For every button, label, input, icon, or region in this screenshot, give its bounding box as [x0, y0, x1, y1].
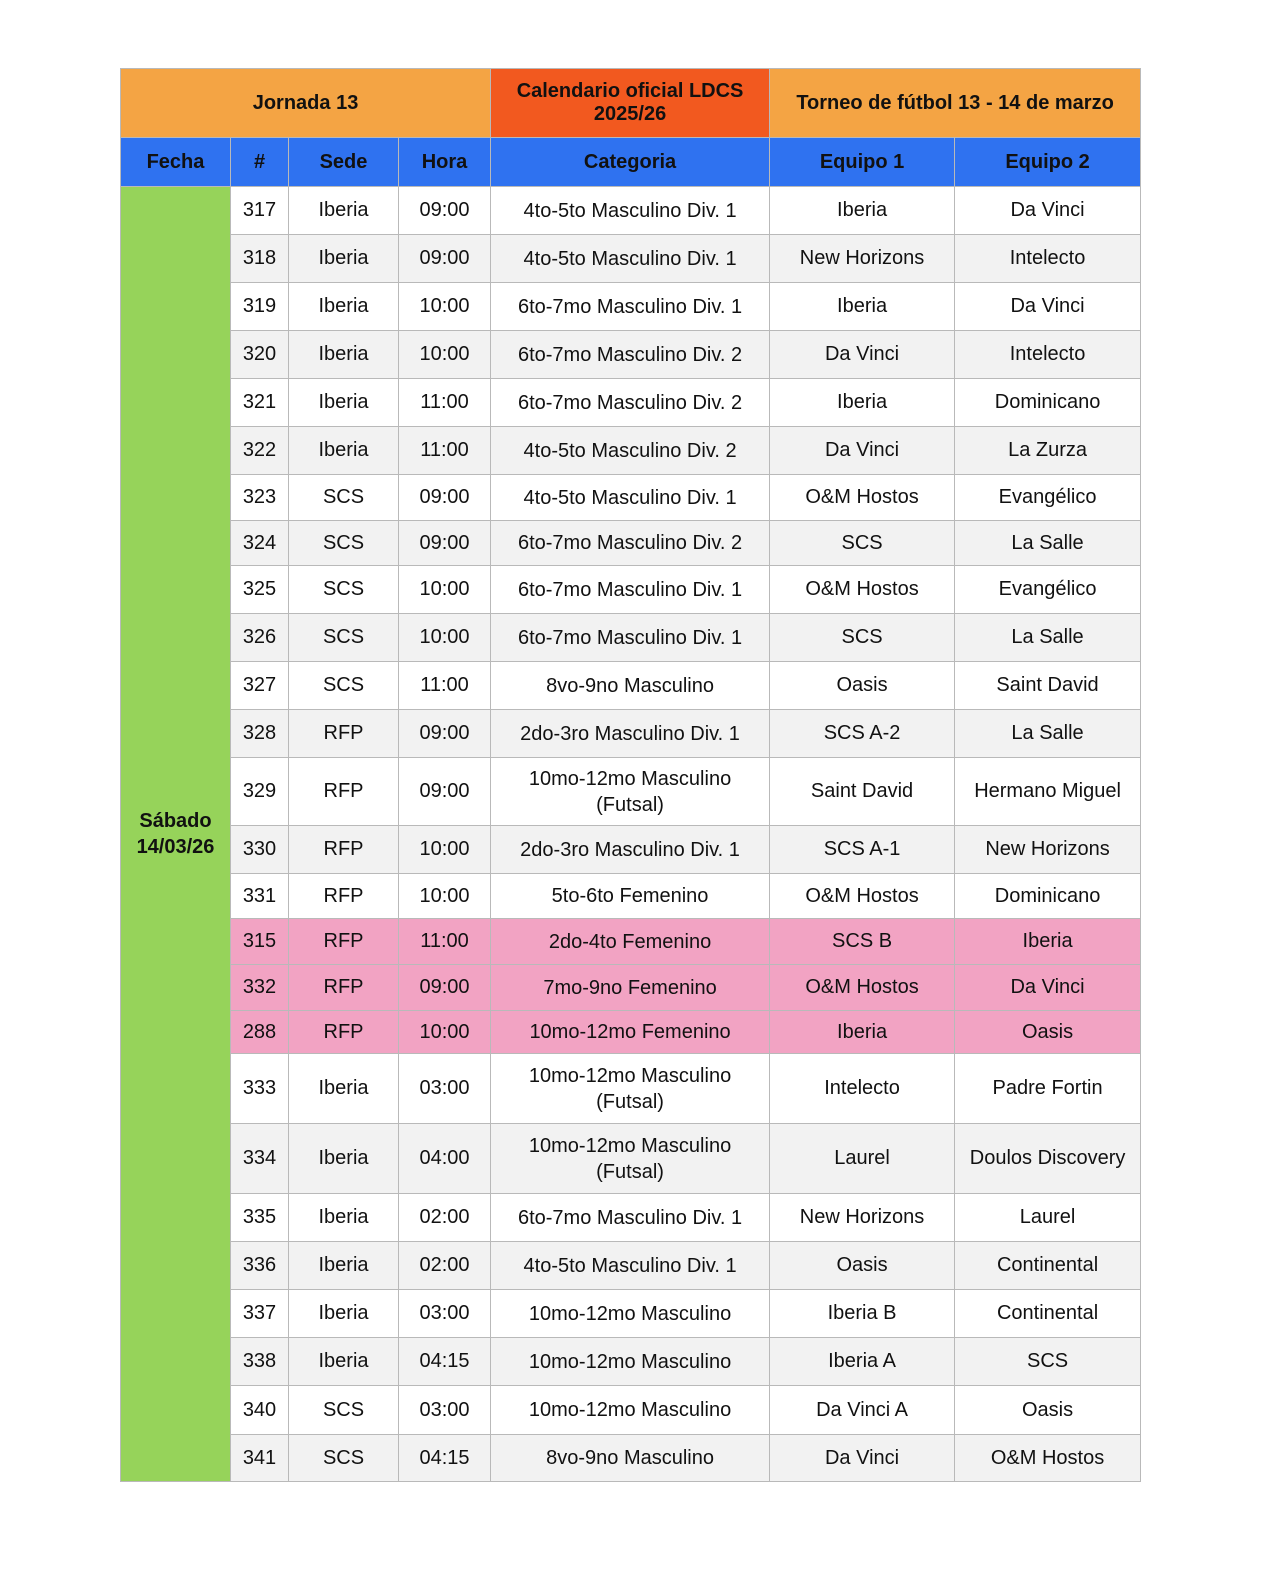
table-row — [121, 521, 1141, 566]
match-number: 288 — [231, 1011, 289, 1054]
category-cell — [491, 662, 770, 710]
time-cell: 04:15 — [399, 1338, 491, 1386]
time-cell: 03:00 — [399, 1054, 491, 1124]
category-line1: 8vo-9no Masculino — [546, 1447, 714, 1469]
time-cell: 10:00 — [399, 614, 491, 662]
team2-cell: La Zurza — [955, 427, 1141, 475]
time-cell: 09:00 — [399, 235, 491, 283]
match-number: 326 — [231, 614, 289, 662]
team1-cell: Da Vinci — [770, 427, 955, 475]
team2-cell: Intelecto — [955, 331, 1141, 379]
category-cell — [491, 1194, 770, 1242]
category-line1: 10mo-12mo Femenino — [529, 1021, 731, 1043]
team2-cell: Evangélico — [955, 475, 1141, 521]
venue-cell: Iberia — [289, 1124, 399, 1194]
match-number: 322 — [231, 427, 289, 475]
category-line1: 2do-3ro Masculino Div. 1 — [520, 722, 740, 745]
time-cell: 11:00 — [399, 919, 491, 965]
category-cell — [491, 1011, 770, 1054]
team2-cell: Iberia — [955, 919, 1141, 965]
category-line1: 10mo-12mo Masculino — [528, 1399, 732, 1421]
title-row — [121, 69, 1141, 138]
category-cell — [491, 1242, 770, 1290]
team1-cell: New Horizons — [770, 1194, 955, 1242]
category-cell — [491, 1386, 770, 1435]
team1-cell: Iberia B — [770, 1290, 955, 1338]
match-number: 327 — [231, 662, 289, 710]
category-line1: 4to-5to Masculino Div. 1 — [523, 1254, 737, 1277]
match-number: 334 — [231, 1124, 289, 1194]
venue-cell: Iberia — [289, 1054, 399, 1124]
header-row — [121, 138, 1141, 187]
table-row — [121, 874, 1141, 919]
time-cell: 10:00 — [399, 283, 491, 331]
venue-cell: SCS — [289, 1386, 399, 1435]
match-number: 340 — [231, 1386, 289, 1435]
category-line1: 6to-7mo Masculino Div. 1 — [517, 295, 743, 318]
category-cell — [491, 1124, 770, 1194]
time-cell: 09:00 — [399, 187, 491, 235]
match-number: 332 — [231, 965, 289, 1011]
team1-cell: Iberia — [770, 187, 955, 235]
table-row — [121, 1194, 1141, 1242]
header-hora: Hora — [399, 138, 491, 187]
table-row — [121, 475, 1141, 521]
table-row — [121, 1386, 1141, 1435]
category-line1: 2do-4to Femenino — [548, 930, 712, 953]
time-cell: 10:00 — [399, 566, 491, 614]
table-row — [121, 614, 1141, 662]
table-row — [121, 826, 1141, 874]
match-number: 336 — [231, 1242, 289, 1290]
category-cell — [491, 283, 770, 331]
team2-cell: SCS — [955, 1338, 1141, 1386]
time-cell: 10:00 — [399, 1011, 491, 1054]
team1-cell: SCS — [770, 521, 955, 566]
table-row — [121, 187, 1141, 235]
category-line1: 6to-7mo Masculino Div. 2 — [517, 532, 743, 554]
venue-cell: RFP — [289, 874, 399, 919]
category-line1: 10mo-12mo Masculino — [528, 1350, 732, 1373]
team1-cell: O&M Hostos — [770, 475, 955, 521]
team1-cell: O&M Hostos — [770, 566, 955, 614]
venue-cell: Iberia — [289, 427, 399, 475]
match-number: 317 — [231, 187, 289, 235]
table-row — [121, 662, 1141, 710]
match-number: 319 — [231, 283, 289, 331]
team1-cell: Iberia — [770, 1011, 955, 1054]
table-row — [121, 331, 1141, 379]
category-cell — [491, 614, 770, 662]
team2-cell: Saint David — [955, 662, 1141, 710]
team1-cell: Oasis — [770, 662, 955, 710]
table-row — [121, 427, 1141, 475]
team1-cell: New Horizons — [770, 235, 955, 283]
category-line2: (Futsal) — [596, 1090, 664, 1113]
venue-cell: Iberia — [289, 283, 399, 331]
venue-cell: SCS — [289, 475, 399, 521]
table-row — [121, 1338, 1141, 1386]
table-row — [121, 283, 1141, 331]
calendar-title — [491, 69, 770, 138]
team2-cell: Laurel — [955, 1194, 1141, 1242]
table-row — [121, 1124, 1141, 1194]
date-day: Sábado — [139, 810, 212, 832]
header-equipo2: Equipo 2 — [955, 138, 1141, 187]
category-cell — [491, 521, 770, 566]
header-equipo1: Equipo 1 — [770, 138, 955, 187]
category-line1: 10mo-12mo Masculino — [528, 1134, 732, 1157]
venue-cell: Iberia — [289, 1338, 399, 1386]
table-row — [121, 1290, 1141, 1338]
team2-cell: Oasis — [955, 1011, 1141, 1054]
team1-cell: Da Vinci — [770, 331, 955, 379]
match-number: 318 — [231, 235, 289, 283]
team1-cell: Iberia — [770, 283, 955, 331]
category-cell — [491, 826, 770, 874]
category-cell — [491, 566, 770, 614]
match-number: 335 — [231, 1194, 289, 1242]
schedule-table — [120, 68, 1141, 1482]
table-row — [121, 1011, 1141, 1054]
category-line1: 5to-6to Femenino — [551, 885, 709, 907]
category-line1: 4to-5to Masculino Div. 2 — [523, 439, 737, 462]
time-cell: 03:00 — [399, 1290, 491, 1338]
header-categoria: Categoria — [491, 138, 770, 187]
match-number: 328 — [231, 710, 289, 758]
category-line1: 2do-3ro Masculino Div. 1 — [520, 838, 740, 861]
category-line1: 6to-7mo Masculino Div. 1 — [517, 1206, 743, 1229]
team1-cell: Saint David — [770, 758, 955, 826]
calendar-title-line1: Calendario oficial LDCS — [516, 80, 744, 102]
category-cell — [491, 235, 770, 283]
match-number: 323 — [231, 475, 289, 521]
table-row — [121, 965, 1141, 1011]
table-row — [121, 379, 1141, 427]
category-line1: 6to-7mo Masculino Div. 2 — [517, 343, 743, 366]
time-cell: 02:00 — [399, 1194, 491, 1242]
team2-cell: Doulos Discovery — [955, 1124, 1141, 1194]
table-row — [121, 1435, 1141, 1482]
category-cell — [491, 1435, 770, 1482]
table-row — [121, 919, 1141, 965]
category-line2: (Futsal) — [596, 1160, 664, 1183]
venue-cell: SCS — [289, 662, 399, 710]
match-number: 321 — [231, 379, 289, 427]
venue-cell: RFP — [289, 919, 399, 965]
time-cell: 04:15 — [399, 1435, 491, 1482]
category-line1: 6to-7mo Masculino Div. 1 — [517, 578, 743, 601]
match-number: 330 — [231, 826, 289, 874]
venue-cell: RFP — [289, 710, 399, 758]
team2-cell: Dominicano — [955, 379, 1141, 427]
team2-cell: Intelecto — [955, 235, 1141, 283]
team2-cell: Oasis — [955, 1386, 1141, 1435]
match-number: 315 — [231, 919, 289, 965]
time-cell: 10:00 — [399, 826, 491, 874]
team1-cell: O&M Hostos — [770, 965, 955, 1011]
team2-cell: New Horizons — [955, 826, 1141, 874]
venue-cell: Iberia — [289, 1290, 399, 1338]
venue-cell: SCS — [289, 566, 399, 614]
team2-cell: Continental — [955, 1290, 1141, 1338]
team1-cell: O&M Hostos — [770, 874, 955, 919]
match-number: 341 — [231, 1435, 289, 1482]
header-fecha: Fecha — [121, 138, 231, 187]
category-line1: 10mo-12mo Masculino — [528, 1064, 732, 1087]
venue-cell: Iberia — [289, 1242, 399, 1290]
team2-cell: Da Vinci — [955, 283, 1141, 331]
venue-cell: RFP — [289, 965, 399, 1011]
time-cell: 02:00 — [399, 1242, 491, 1290]
match-number: 333 — [231, 1054, 289, 1124]
team2-cell: Evangélico — [955, 566, 1141, 614]
category-line1: 10mo-12mo Masculino — [528, 1302, 732, 1325]
team1-cell: Iberia — [770, 379, 955, 427]
table-row — [121, 1242, 1141, 1290]
category-line2: (Futsal) — [596, 793, 664, 816]
venue-cell: SCS — [289, 614, 399, 662]
match-number: 337 — [231, 1290, 289, 1338]
category-cell — [491, 187, 770, 235]
time-cell: 10:00 — [399, 874, 491, 919]
table-row — [121, 566, 1141, 614]
team2-cell: Continental — [955, 1242, 1141, 1290]
venue-cell: Iberia — [289, 1194, 399, 1242]
table-row — [121, 235, 1141, 283]
match-number: 338 — [231, 1338, 289, 1386]
category-cell — [491, 1054, 770, 1124]
jornada-title: Jornada 13 — [121, 69, 491, 138]
calendar-title-line2: 2025/26 — [593, 103, 667, 125]
team1-cell: Oasis — [770, 1242, 955, 1290]
match-number: 325 — [231, 566, 289, 614]
category-cell — [491, 758, 770, 826]
date-cell — [121, 187, 231, 1482]
time-cell: 09:00 — [399, 710, 491, 758]
time-cell: 09:00 — [399, 475, 491, 521]
category-line1: 4to-5to Masculino Div. 1 — [523, 486, 737, 509]
team1-cell: Intelecto — [770, 1054, 955, 1124]
category-cell — [491, 710, 770, 758]
team2-cell: La Salle — [955, 614, 1141, 662]
venue-cell: SCS — [289, 1435, 399, 1482]
category-line1: 8vo-9no Masculino — [546, 674, 714, 697]
category-line1: 6to-7mo Masculino Div. 1 — [517, 626, 743, 649]
team1-cell: Laurel — [770, 1124, 955, 1194]
table-row — [121, 758, 1141, 826]
team2-cell: Padre Fortin — [955, 1054, 1141, 1124]
team2-cell: Hermano Miguel — [955, 758, 1141, 826]
venue-cell: RFP — [289, 826, 399, 874]
venue-cell: Iberia — [289, 235, 399, 283]
category-cell — [491, 1290, 770, 1338]
header-num: # — [231, 138, 289, 187]
venue-cell: Iberia — [289, 187, 399, 235]
team2-cell: Dominicano — [955, 874, 1141, 919]
venue-cell: Iberia — [289, 379, 399, 427]
match-number: 329 — [231, 758, 289, 826]
team2-cell: Da Vinci — [955, 965, 1141, 1011]
category-cell — [491, 475, 770, 521]
time-cell: 09:00 — [399, 521, 491, 566]
venue-cell: RFP — [289, 758, 399, 826]
team1-cell: SCS A-2 — [770, 710, 955, 758]
match-number: 324 — [231, 521, 289, 566]
time-cell: 09:00 — [399, 758, 491, 826]
match-number: 331 — [231, 874, 289, 919]
time-cell: 11:00 — [399, 427, 491, 475]
category-line1: 6to-7mo Masculino Div. 2 — [517, 391, 743, 414]
team1-cell: SCS B — [770, 919, 955, 965]
team2-cell: La Salle — [955, 521, 1141, 566]
team1-cell: Da Vinci A — [770, 1386, 955, 1435]
team1-cell: SCS A-1 — [770, 826, 955, 874]
table-row — [121, 1054, 1141, 1124]
time-cell: 04:00 — [399, 1124, 491, 1194]
category-line1: 7mo-9no Femenino — [543, 976, 717, 999]
team2-cell: Da Vinci — [955, 187, 1141, 235]
team1-cell: Da Vinci — [770, 1435, 955, 1482]
category-cell — [491, 874, 770, 919]
category-cell — [491, 379, 770, 427]
time-cell: 11:00 — [399, 662, 491, 710]
category-line1: 10mo-12mo Masculino — [528, 767, 732, 790]
venue-cell: SCS — [289, 521, 399, 566]
time-cell: 09:00 — [399, 965, 491, 1011]
team2-cell: La Salle — [955, 710, 1141, 758]
header-sede: Sede — [289, 138, 399, 187]
category-cell — [491, 1338, 770, 1386]
match-number: 320 — [231, 331, 289, 379]
category-line1: 4to-5to Masculino Div. 1 — [523, 199, 737, 222]
category-line1: 4to-5to Masculino Div. 1 — [523, 247, 737, 270]
category-cell — [491, 331, 770, 379]
category-cell — [491, 965, 770, 1011]
table-row — [121, 710, 1141, 758]
team2-cell: O&M Hostos — [955, 1435, 1141, 1482]
venue-cell: Iberia — [289, 331, 399, 379]
time-cell: 10:00 — [399, 331, 491, 379]
category-cell — [491, 919, 770, 965]
category-cell — [491, 427, 770, 475]
team1-cell: SCS — [770, 614, 955, 662]
time-cell: 03:00 — [399, 1386, 491, 1435]
tournament-title: Torneo de fútbol 13 - 14 de marzo — [770, 69, 1141, 138]
date-value: 14/03/26 — [136, 836, 215, 858]
team1-cell: Iberia A — [770, 1338, 955, 1386]
venue-cell: RFP — [289, 1011, 399, 1054]
time-cell: 11:00 — [399, 379, 491, 427]
